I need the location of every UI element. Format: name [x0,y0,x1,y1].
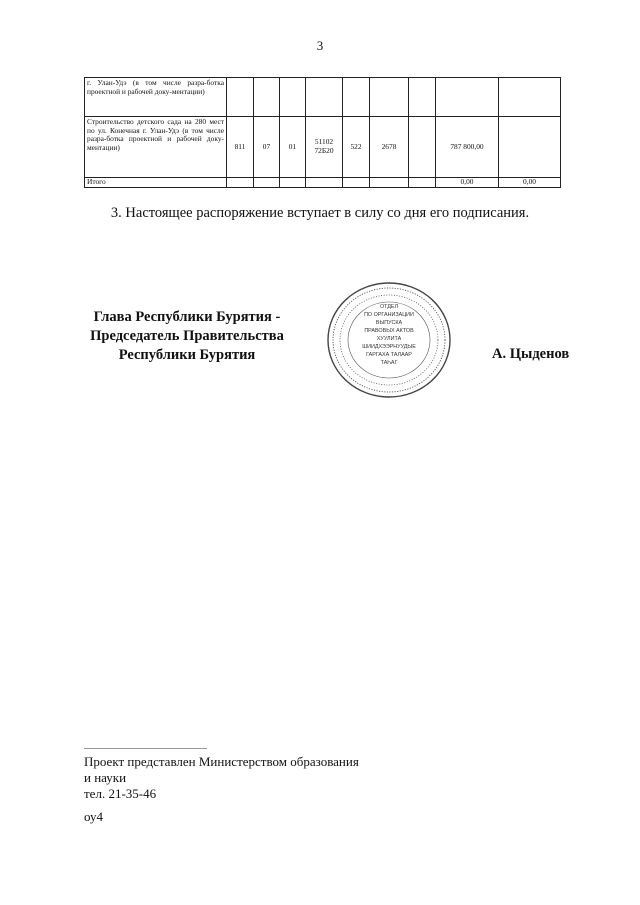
clause-3: 3. Настоящее распоряжение вступает в силу со дня его подписания. [110,205,530,221]
table-cell [306,78,343,117]
svg-text:ТАҺАГ: ТАҺАГ [380,360,398,366]
signer-title: Глава Республики Бурятия - Председатель Правительства Республики Бурятия [90,309,284,363]
total-label: Итого [85,178,227,188]
svg-text:ПО ОРГАНИЗАЦИИ: ПО ОРГАНИЗАЦИИ [364,312,414,318]
footnote-phone: тел. 21-35-46 [84,786,157,801]
svg-text:ВЫПУСКА: ВЫПУСКА [375,320,403,326]
svg-text:ХУУЛИТА: ХУУЛИТА [376,336,402,342]
table-cell [280,78,306,117]
seal-icon [325,280,453,400]
table-cell [409,117,436,178]
table-row [85,78,561,117]
table-cell [436,78,499,117]
svg-text:ПРАВОВЫХ АКТОВ: ПРАВОВЫХ АКТОВ [364,328,414,334]
table-cell [499,117,561,178]
table-cell: 2678 [370,117,409,178]
page-number: 3 [316,38,324,53]
table-cell: 787 800,00 [436,117,499,178]
svg-text:ОТДЕЛ: ОТДЕЛ [379,304,399,310]
svg-text:ГАРГАХА ТАЛААР: ГАРГАХА ТАЛААР [366,352,412,358]
footnote-line-1: Проект представлен Министерством образования [84,754,359,769]
table-cell [499,78,561,117]
signer-name: А. Цыденов [492,346,570,362]
row-description: Строительство детского сада на 280 мест по ул. Конечная г. Улан-Удэ (в том числе разра-ботка проектной и рабочей доку-ментации) [85,117,227,178]
table-cell: 0,00 [436,178,499,188]
footnote-code: оу4 [84,809,104,824]
official-seal [325,280,453,400]
table-row-total [85,178,561,188]
table-cell: 0,00 [499,178,561,188]
table-cell: 01 [280,117,306,178]
table-cell [227,78,254,117]
footnote-line-2: и науки [84,770,127,785]
table-cell: 811 [227,117,254,178]
table-cell: 51102 72Б20 [306,117,343,178]
table-row [85,117,561,178]
table-cell: 07 [254,117,280,178]
budget-table [84,77,561,188]
table-cell [370,78,409,117]
row-description: г. Улан-Удэ (в том числе разра-ботка проектной и рабочей доку-ментации) [85,78,227,117]
footnote-divider [84,748,207,749]
table-cell [343,78,370,117]
table-cell [409,78,436,117]
svg-text:ШИИДХЭЭРНУУДЫЕ: ШИИДХЭЭРНУУДЫЕ [362,344,416,350]
table-cell: 522 [343,117,370,178]
footnote [84,754,359,825]
table-cell [254,78,280,117]
